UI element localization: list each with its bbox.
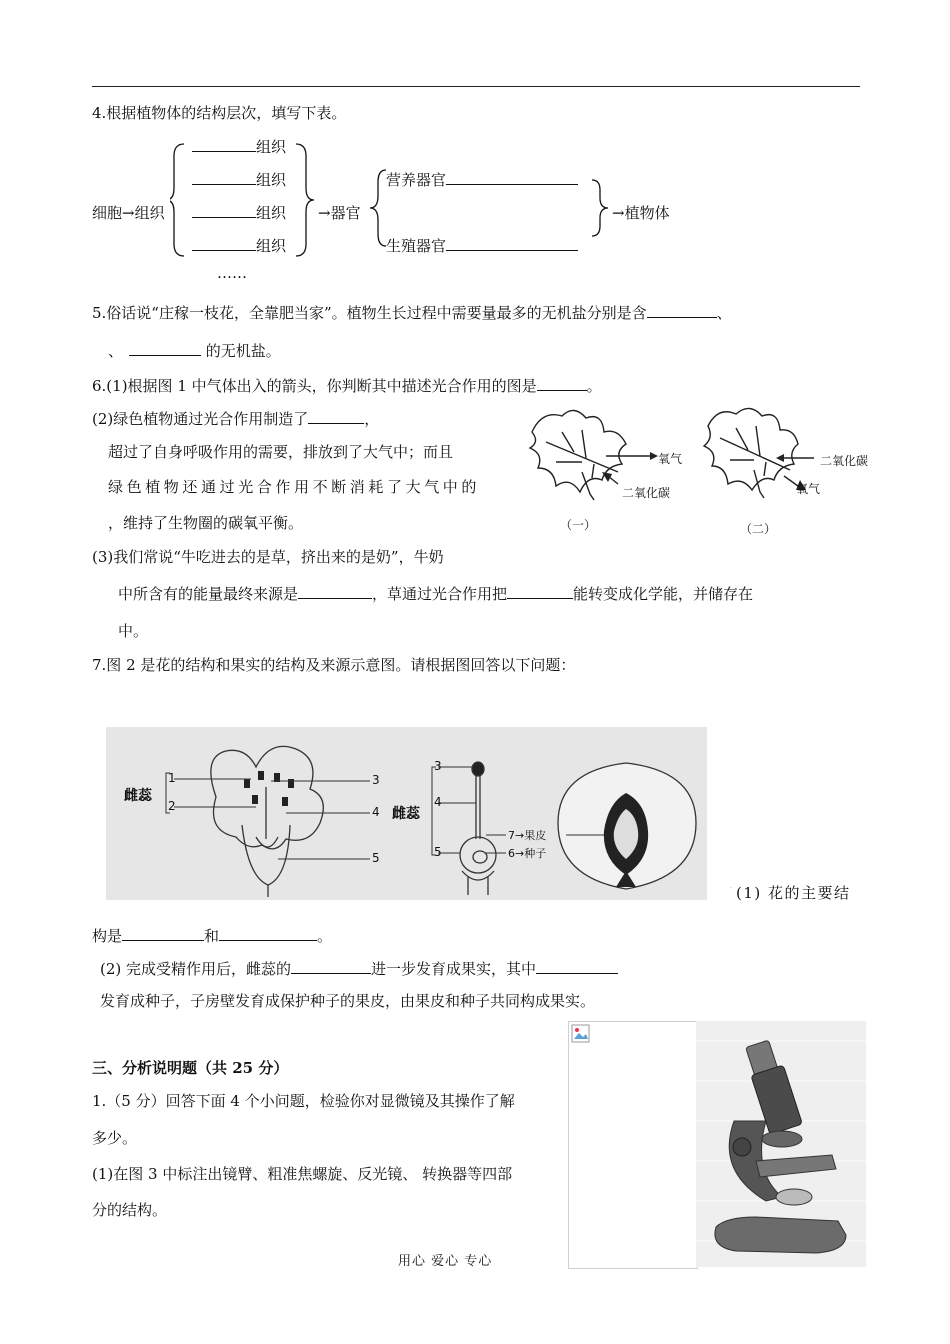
q5-sep: 、 [716,304,732,322]
fig2-n3b: 3 [434,759,442,773]
leaf-2 [704,408,798,498]
right-brace [296,144,314,256]
figure-1 [522,402,882,542]
fig2-n5b: 5 [434,845,442,859]
q4-title: 4.根据植物体的结构层次，填写下表。 [92,104,347,122]
tissue-blank-4[interactable] [192,236,256,251]
q6-p3-a: 中所含有的能量最终来源是 [118,585,299,603]
fig1-co2-label-1: 二氧化碳 [622,486,671,500]
section3-title: 三、分析说明题（共 25 分） [92,1059,289,1077]
fig2-n2: 2 [168,799,176,813]
fig2-zhongzi: 6→种子 [508,847,547,860]
fig2-n1: 1 [168,771,176,785]
sec3-q1-line2: 多少。 [92,1129,138,1147]
q5-line1 [92,302,732,323]
q6-p1-end: 。 [586,377,602,395]
tissue-label-1: 组织 [256,138,287,156]
microscope-icon [696,1021,866,1267]
q6-p2-line4: ，维持了生物圈的碳氧平衡。 [108,514,304,532]
header-rule [92,86,860,87]
broken-image-icon [571,1024,591,1044]
tissue-label-4: 组织 [256,237,287,255]
q6-p2-end: ， [364,410,380,428]
sec3-q1-line4: 分的结构。 [92,1201,168,1219]
q7-blank-4[interactable] [536,959,618,974]
fig2-n5: 5 [372,851,380,865]
fig2-pistil-label-1: 雌蕊 [124,788,152,804]
q5-blank-2[interactable] [129,341,201,356]
to-plant: →植物体 [612,204,670,222]
q6-p3-c: 能转变成化学能，并储存在 [573,585,754,603]
leaf-1 [530,410,626,500]
left-brace [170,144,184,256]
q7-blank-1[interactable] [122,926,204,941]
q7-title: 7.图 2 是花的结构和果实的结构及来源示意图。请根据图回答以下问题： [92,656,576,674]
tissue-blank-2[interactable] [192,170,256,185]
fruit [558,763,696,889]
flower [211,746,323,897]
q7-q1-c: 和 [204,927,220,945]
q6-blank-4[interactable] [507,584,573,599]
fig2-pistil-label-2: 雌蕊 [392,806,420,822]
figure-3-microscope [696,1021,866,1267]
fig1-o2-label-2: 氧气 [796,482,821,496]
q7-q2-a: (2) 完成受精作用后，雌蕊的 [100,960,292,978]
q5-line2 [108,340,281,361]
figure-2 [106,727,707,900]
repro-organ-blank[interactable] [446,236,578,251]
nutrient-organ-blank[interactable] [446,170,578,185]
tissue-blank-3[interactable] [192,203,256,218]
q6-part1: 6.(1)根据图 1 中气体出入的箭头，你判断其中描述光合作用的图是 [92,377,537,395]
q6-p3-line1: (3)我们常说“牛吃进去的是草，挤出来的是奶”，牛奶 [92,548,444,566]
nutrient-organ-label: 营养器官 [386,171,447,189]
fig2-n3: 3 [372,773,380,787]
fig2-guopi: 7→果皮 [508,829,547,842]
q6-p3-line3: 中。 [118,622,149,640]
tissue-label-2: 组织 [256,171,287,189]
organ-left-brace [370,170,386,246]
q7-blank-3[interactable] [291,959,371,974]
q6-part2: (2)绿色植物通过光合作用制造了 [92,410,309,428]
q7-q2-b: 进一步发育成果实，其中 [371,960,537,978]
sec3-q1-line3: (1)在图 3 中标注出镜臂、粗准焦螺旋、反光镜、 转换器等四部 [92,1165,513,1183]
fig1-co2-label-2: 二氧化碳 [820,454,869,468]
q6-blank-3[interactable] [298,584,372,599]
fig1-caption-2: （二） [740,522,777,536]
organ-right-brace [592,180,608,236]
footer-motto: 用心 爱心 专心 [398,1254,493,1269]
q5-text: 5.俗话说“庄稼一枝花，全靠肥当家”。植物生长过程中需要量最多的无机盐分别是含 [92,304,647,322]
fig1-caption-1: （一） [560,518,597,532]
to-organ: →器官 [318,204,361,222]
arrowhead-o2-1 [650,452,658,460]
flower-leader-lines [166,773,370,859]
q6-blank-2[interactable] [308,409,364,424]
q6-p3-b: ，草通过光合作用把 [372,585,508,603]
broken-image-frame [568,1021,698,1269]
q5-tail: 的无机盐。 [201,342,281,360]
q6-p2-line2: 超过了自身呼吸作用的需要，排放到了大气中；而且 [108,443,454,461]
q6-p2-line3: 绿色植物还通过光合作用不断消耗了大气中的 [108,478,481,496]
q5-blank-1[interactable] [647,303,717,318]
tissue-blank-1[interactable] [192,137,256,152]
q5-sep-2: 、 [108,342,124,360]
q7-blank-2[interactable] [219,926,317,941]
arrowhead-co2-2 [776,454,784,462]
pistil-leader-lines [432,767,506,855]
q7-q1-b: 构是 [92,927,123,945]
tiny-mark: . [730,883,732,890]
tissue-label-3: 组织 [256,204,287,222]
fig2-n4b: 4 [434,795,442,809]
q7-q1-end: 。 [317,927,333,945]
fig2-n4: 4 [372,805,380,819]
ellipsis: …… [217,264,247,282]
fig1-o2-label-1: 氧气 [658,452,683,466]
sec3-q1-line1: 1.（5 分）回答下面 4 个小问题，检验你对显微镜及其操作了解 [92,1092,515,1110]
anthers [244,771,294,806]
cell-to-tissue: 细胞→组织 [92,204,165,222]
q7-q2-line2: 发育成种子，子房壁发育成保护种子的果皮，由果皮和种子共同构成果实。 [100,992,596,1010]
pistil [460,762,496,895]
repro-organ-label: 生殖器官 [386,237,447,255]
q7-q1-a: (1) 花的主要结 [736,884,851,902]
q6-blank-1[interactable] [537,376,587,391]
